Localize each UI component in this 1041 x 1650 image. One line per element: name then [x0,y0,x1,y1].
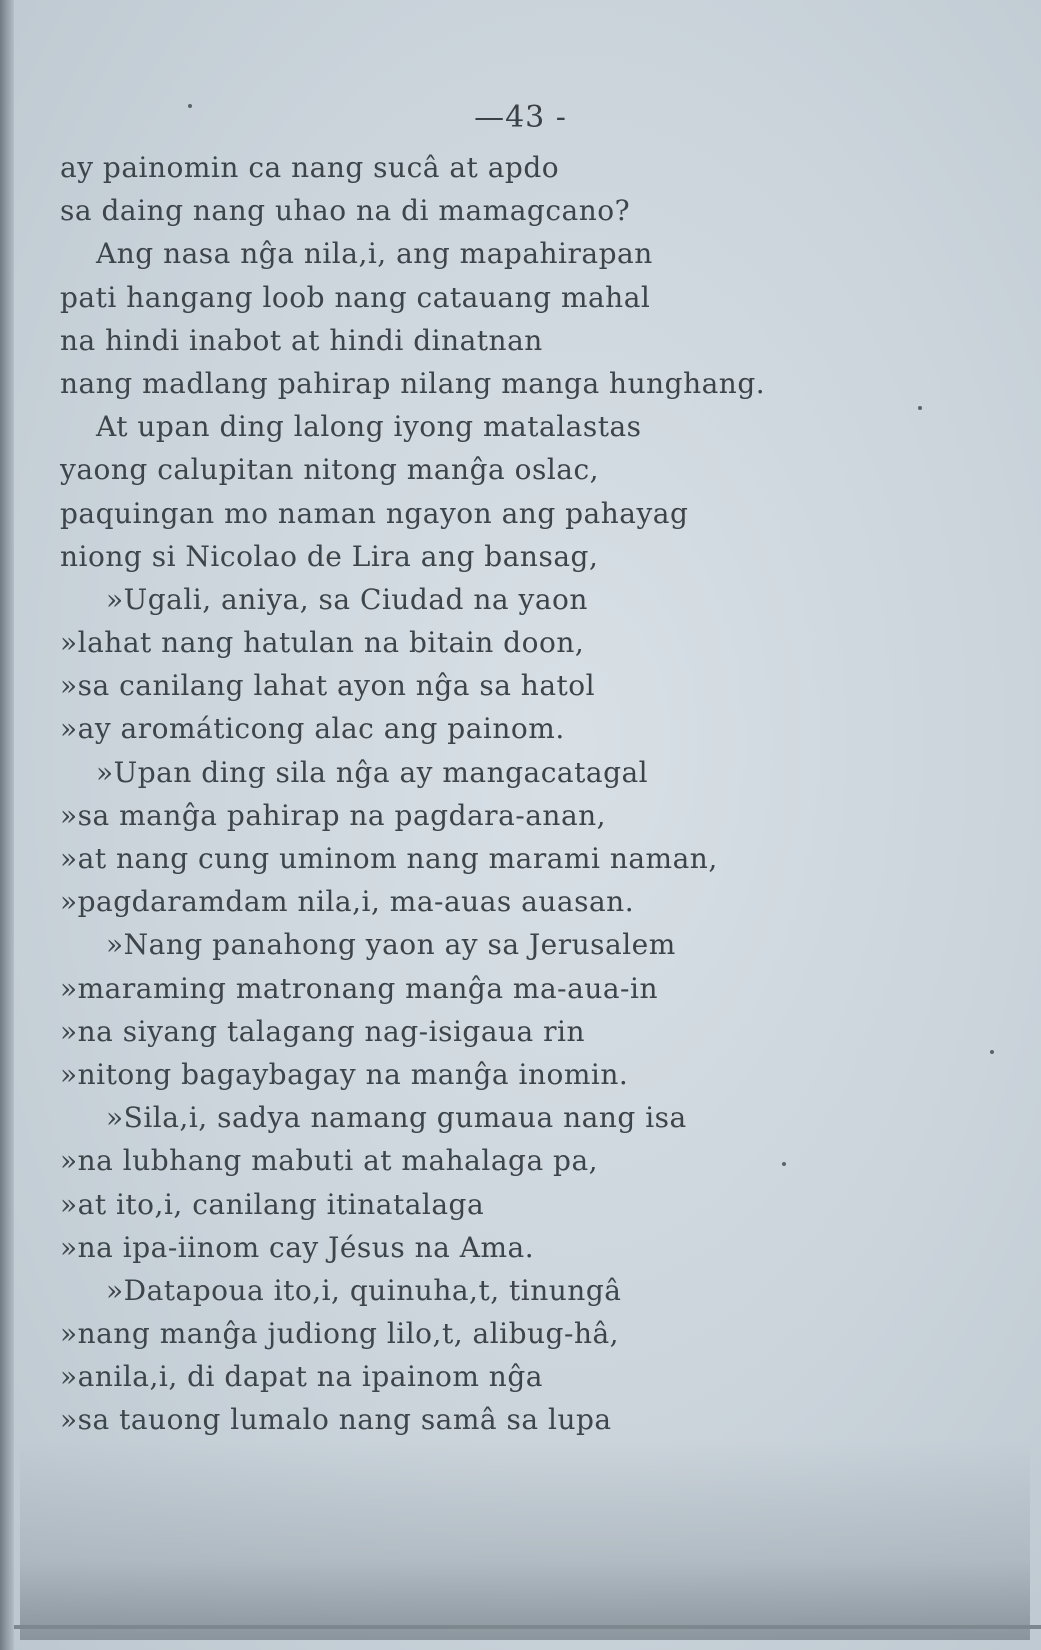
page-bottom-edge [14,1625,1041,1629]
text-line: »na siyang talagang nag-isigaua rin [60,1014,586,1048]
page-number: —43 - [474,100,567,135]
text-line: »pagdaramdam nila,i, ma-auas auasan. [60,885,635,919]
text-line: »Sila,i, sadya namang gumaua nang isa [106,1101,687,1135]
text-line: yaong calupitan nitong manĝa oslac, [60,453,600,487]
text-line: »na lubhang mabuti at mahalaga pa, [60,1144,599,1178]
poem-text [60,146,960,1442]
text-line: At upan ding lalong iyong matalastas [96,410,642,444]
page-binding-edge [0,0,14,1650]
text-line: ay painomin ca nang sucâ at apdo [60,151,560,184]
text-line: paquingan mo naman ngayon ang pahayag [60,496,689,530]
text-line: »anila,i, di dapat na ipainom nĝa [60,1360,543,1394]
text-line: »sa manĝa pahirap na pagdara-anan, [60,798,607,832]
page-bottom-shading [20,1440,1030,1640]
text-line: Ang nasa nĝa nila,i, ang mapahirapan [96,237,653,271]
text-line: sa daing nang uhao na di mamagcano? [60,194,631,228]
text-line: »Ugali, aniya, sa Ciudad na yaon [106,582,588,616]
text-line: »Nang panahong yaon ay sa Jerusalem [106,928,676,962]
text-line: »nang manĝa judiong lilo,t, alibug-hâ, [60,1317,620,1351]
text-line: »lahat nang hatulan na bitain doon, [60,626,585,660]
text-line: nang madlang pahirap nilang manga hunghang. [60,366,766,400]
text-line: »nitong bagaybagay na manĝa inomin. [60,1057,629,1091]
text-line: »na ipa-iinom cay Jésus na Ama. [60,1230,535,1264]
text-line: »Upan ding sila nĝa ay mangacatagal [96,755,649,789]
text-line: »sa canilang lahat ayon nĝa sa hatol [60,669,596,703]
text-line: »at ito,i, canilang itinatalaga [60,1187,485,1221]
text-line: pati hangang loob nang catauang mahal [60,280,651,314]
text-line: »maraming matronang manĝa ma-aua-in [60,971,659,1005]
text-line: niong si Nicolao de Lira ang bansag, [60,539,599,573]
text-line: »Datapoua ito,i, quinuha,t, tinungâ [106,1273,622,1307]
text-line: na hindi inabot at hindi dinatnan [60,323,543,357]
text-line: »at nang cung uminom nang marami naman, [60,842,718,875]
text-line: »sa tauong lumalo nang samâ sa lupa [60,1403,612,1437]
ink-speck [990,1050,994,1054]
text-line: »ay aromáticong alac ang painom. [60,712,565,746]
